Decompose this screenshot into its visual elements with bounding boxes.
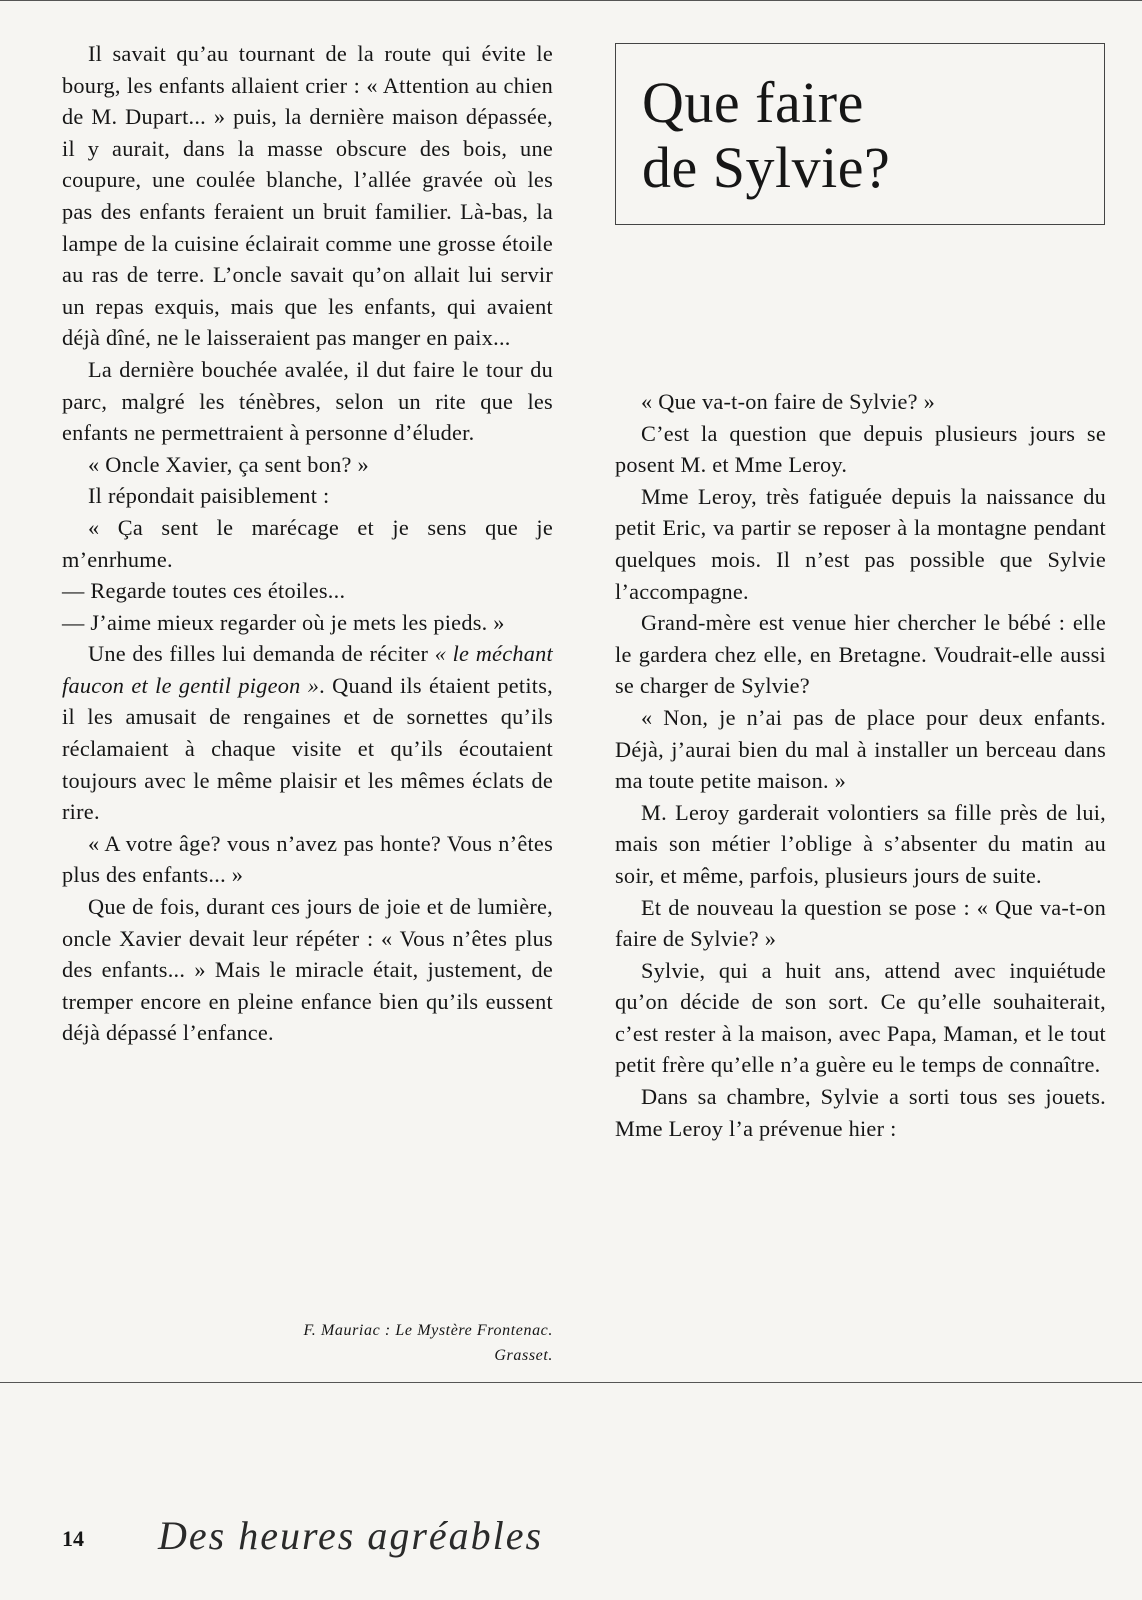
paragraph-pigeon bbox=[62, 638, 553, 828]
paragraph: M. Leroy garderait volontiers sa fille près de lui, mais son métier l’oblige à s’absenter du matin au soir, et même, parfois, plusieurs jours de suite. bbox=[615, 799, 1106, 888]
attribution-line: F. Mauriac : Le Mystère Frontenac. bbox=[303, 1322, 553, 1339]
paragraph: « Non, je n’ai pas de place pour deux enfants. Déjà, j’aurai bien du mal à installer un berceau dans ma toute petite maison. » bbox=[615, 704, 1106, 794]
magazine-title: Des heures agréables bbox=[158, 1513, 544, 1558]
left-column bbox=[62, 38, 553, 1049]
paragraph-continued: Quand ils étaient petits, il les amusait de rengaines et de sornettes qu’ils réclamaient à chaque visite et qu’ils écoutaient toujours avec le même plaisir et les mêmes éclats de rire. bbox=[62, 672, 553, 825]
paragraph: Dans sa chambre, Sylvie a sorti tous ses jouets. Mme Leroy l’a prévenue hier : bbox=[615, 1084, 1106, 1141]
top-rule bbox=[0, 0, 1142, 1]
paragraph: Et de nouveau la question se pose : « Que va-t-on faire de Sylvie? » bbox=[615, 894, 1106, 952]
pigeon-title-italic: « le méchant faucon et le gentil pigeon » bbox=[62, 641, 553, 698]
paragraph: Que de fois, durant ces jours de joie et de lumière, oncle Xavier devait leur répéter : « Vous n’êtes plus des enfants... » Mais le miracle était, justement, de tremper encore en pleine enfance bien qu’ils eussent déjà dépassé l’enfance. bbox=[62, 894, 553, 1046]
title-line-2: de Sylvie? bbox=[642, 135, 891, 200]
paragraph: Il savait qu’au tournant de la route qui évite le bourg, les enfants allaient crier : « Attention au chien de M. Dupart... » puis, la dernière maison dépassée, il y aurait, dans la masse obscure des bois, une coupure, une coulée blanche, l’allée gravée où les pas des enfants feraient un bruit familier. Là-bas, la lampe de la cuisine éclairait comme une grosse étoile au ras de terre. L’oncle savait qu’on allait lui servir un repas exquis, mais que les enfants, qui avaient déjà dîné, ne le laisseraient pas manger en paix... bbox=[62, 41, 553, 351]
right-column bbox=[615, 386, 1106, 1144]
page-number: 14 bbox=[62, 1526, 84, 1551]
paragraph: Sylvie, qui a huit ans, attend avec inquiétude qu’on décide de son sort. Ce qu’elle souhaiterait, c’est rester à la maison, avec Papa, Maman, et le tout petit frère qu’elle n’a guère eu le temps de connaître. bbox=[615, 957, 1106, 1078]
bottom-rule bbox=[0, 1382, 1142, 1383]
article-title bbox=[642, 70, 890, 200]
title-line-1: Que faire bbox=[642, 70, 864, 135]
pigeon-text-before: Une des filles lui demanda de réciter bbox=[88, 641, 435, 667]
paragraph: — Regarde toutes ces étoiles... bbox=[62, 578, 346, 604]
paragraph: Mme Leroy, très fatiguée depuis la naissance du petit Eric, va partir se reposer à la montagne pendant quelques mois. Il n’est pas possible que Sylvie l’accompagne. bbox=[615, 483, 1106, 604]
paragraph: Il répondait paisiblement : bbox=[88, 483, 330, 509]
paragraph: — J’aime mieux regarder où je mets les pieds. » bbox=[62, 609, 505, 635]
paragraph: « Ça sent le marécage et je sens que je m’enrhume. bbox=[62, 514, 553, 572]
pigeon-text-after: . bbox=[319, 672, 325, 698]
paragraph: Grand-mère est venue hier chercher le bébé : elle le gardera chez elle, en Bretagne. Voudrait-elle aussi se charger de Sylvie? bbox=[615, 610, 1106, 699]
title-box bbox=[615, 43, 1105, 225]
paragraph: « Oncle Xavier, ça sent bon? » bbox=[88, 451, 369, 477]
attribution-publisher: Grasset. bbox=[494, 1347, 553, 1364]
paragraph: « A votre âge? vous n’avez pas honte? Vous n’êtes plus des enfants... » bbox=[62, 830, 553, 888]
paragraph: « Que va-t-on faire de Sylvie? » bbox=[641, 389, 936, 414]
attribution bbox=[200, 1318, 553, 1368]
paragraph: C’est la question que depuis plusieurs jours se posent M. et Mme Leroy. bbox=[615, 420, 1106, 478]
paragraph: La dernière bouchée avalée, il dut faire le tour du parc, malgré les ténèbres, selon un rite que les enfants ne permettraient à personne d’éluder. bbox=[62, 356, 553, 446]
